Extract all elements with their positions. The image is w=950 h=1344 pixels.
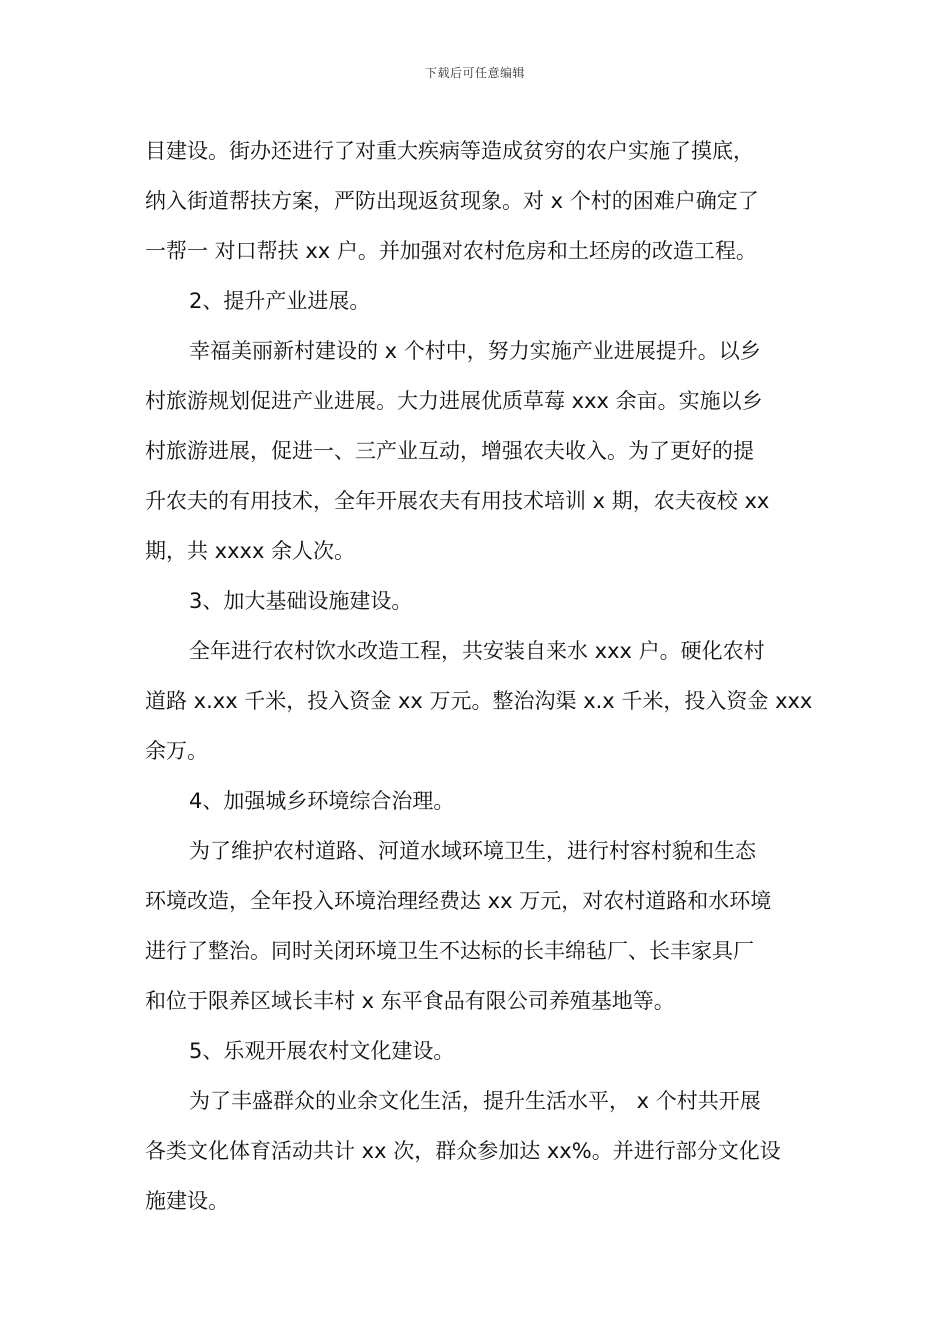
- text-line: 升农夫的有用技术，全年开展农夫有用技术培训 x 期，农夫夜校 xx: [145, 489, 770, 513]
- text-line: 各类文化体育活动共计 xx 次，群众参加达 xx%。并进行部分文化设: [145, 1139, 781, 1163]
- text-line: 道路 x.xx 千米，投入资金 xx 万元。整治沟渠 x.x 千米，投入资金 xxx: [145, 689, 813, 713]
- text-line: 一帮一 对口帮扶 xx 户。并加强对农村危房和土坯房的改造工程。: [145, 239, 757, 263]
- text-line: 环境改造，全年投入环境治理经费达 xx 万元，对农村道路和水环境: [145, 889, 772, 913]
- text-line: 施建设。: [145, 1189, 229, 1213]
- text-line: 村旅游规划促进产业进展。大力进展优质草莓 xxx 余亩。实施以乡: [145, 389, 763, 413]
- section-heading: 5、乐观开展农村文化建设。: [189, 1039, 455, 1063]
- text-line: 期，共 xxxx 余人次。: [145, 539, 356, 563]
- text-line: 和位于限养区域长丰村 x 东平食品有限公司养殖基地等。: [145, 989, 675, 1013]
- text-line: 目建设。街办还进行了对重大疾病等造成贫穷的农户实施了摸底，: [145, 139, 754, 163]
- paragraph-first-line: 为了维护农村道路、河道水域环境卫生，进行村容村貌和生态: [189, 839, 756, 863]
- paragraph-first-line: 幸福美丽新村建设的 x 个村中，努力实施产业进展提升。以乡: [189, 339, 761, 363]
- section-heading: 3、加大基础设施建设。: [189, 589, 413, 613]
- page-header-note: 下载后可任意编辑: [424, 66, 525, 80]
- text-line: 进行了整治。同时关闭环境卫生不达标的长丰绵毡厂、长丰家具厂: [145, 939, 754, 963]
- section-heading: 2、提升产业进展。: [189, 289, 371, 313]
- paragraph-first-line: 全年进行农村饮水改造工程，共安装自来水 xxx 户。硬化农村: [189, 639, 765, 663]
- text-line: 村旅游进展，促进一、三产业互动，增强农夫收入。为了更好的提: [145, 439, 754, 463]
- text-line: 余万。: [145, 739, 208, 763]
- document-body: [145, 126, 813, 1226]
- section-heading: 4、加强城乡环境综合治理。: [189, 789, 455, 813]
- text-line: 纳入街道帮扶方案，严防出现返贫现象。对 x 个村的困难户确定了: [145, 189, 759, 213]
- paragraph-first-line: 为了丰盛群众的业余文化生活，提升生活水平， x 个村共开展: [189, 1089, 761, 1113]
